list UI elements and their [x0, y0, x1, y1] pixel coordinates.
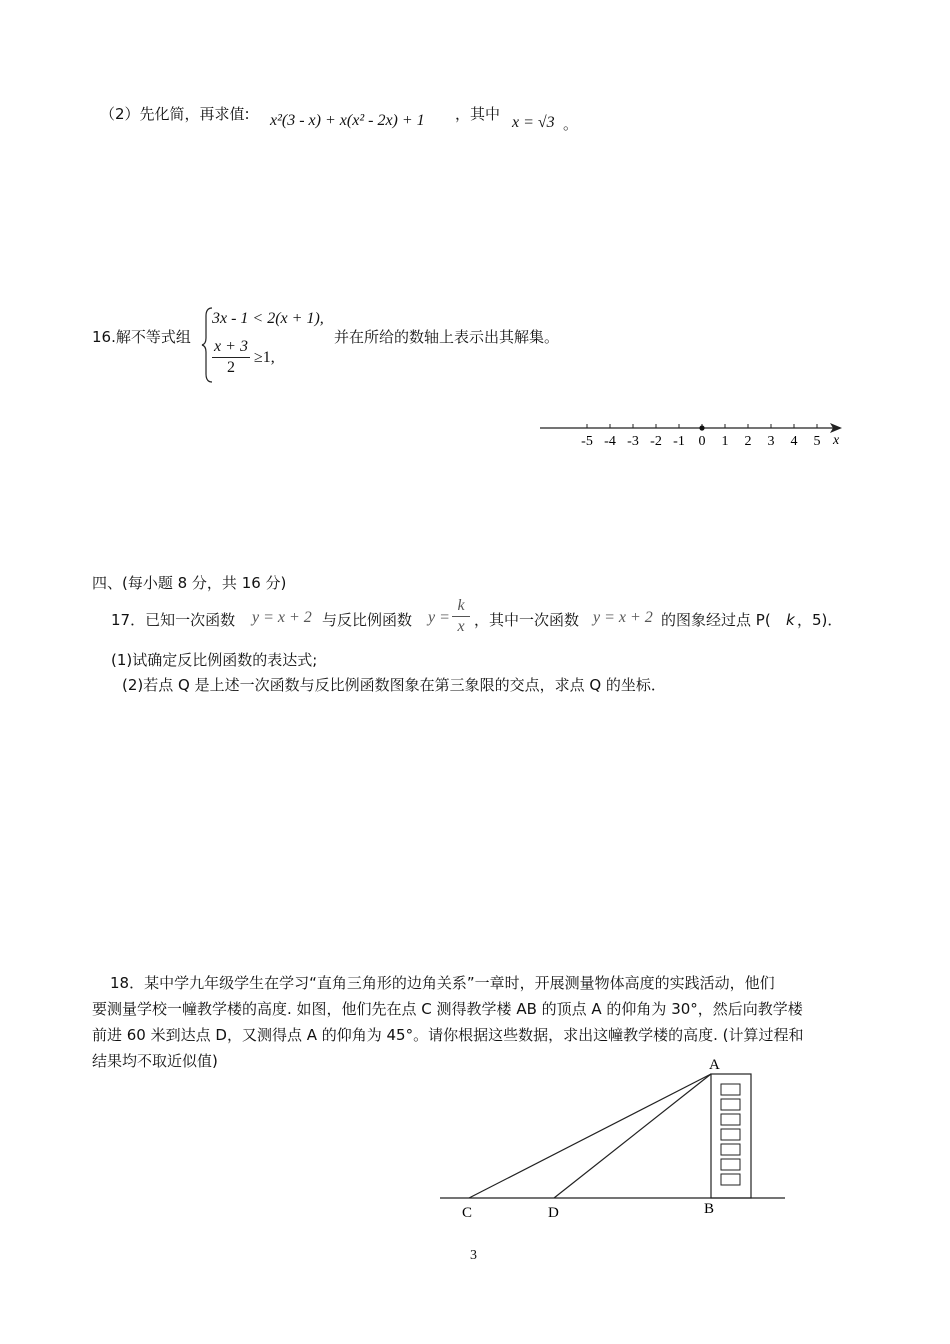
page-number: 3: [470, 1248, 477, 1263]
inequality-1: 3x - 1 < 2(x + 1),: [212, 310, 324, 327]
q17-text-3: ，其中一次函数: [474, 611, 580, 629]
fraction-bar: [212, 357, 250, 358]
q17-linear-function: y = x + 2: [252, 609, 312, 626]
inequality-2-numerator: x + 3: [214, 338, 248, 355]
point-C-label: C: [462, 1205, 473, 1221]
tick-label: -5: [581, 434, 593, 449]
q15-2-label: （2）先化简，再求值:: [100, 105, 250, 123]
building: [711, 1074, 751, 1198]
q17-text-2: 与反比例函数: [322, 611, 413, 629]
point-D-label: D: [548, 1205, 559, 1221]
q18-line-4: 结果均不取近似值): [92, 1052, 218, 1070]
line-CA: [469, 1074, 711, 1198]
q17-text-4: 的图象经过点 P(: [661, 611, 771, 629]
q18-line-2: 要测量学校一幢教学楼的高度. 如图，他们先在点 C 测得教学楼 AB 的顶点 A 的仰角为 30°，然后向教学楼: [92, 1000, 803, 1018]
q18-line-3: 前进 60 米到达点 D，又测得点 A 的仰角为 45°。请你根据这些数据，求出这幢教学楼的高度. (计算过程和: [92, 1026, 804, 1044]
inequality-2-denominator: 2: [227, 359, 235, 376]
point-A-label: A: [709, 1057, 720, 1073]
tick-label: 2: [744, 434, 752, 449]
tick-label: -3: [627, 434, 639, 449]
q17-text-5: ，5)．: [797, 611, 843, 629]
q16-suffix: 并在所给的数轴上表示出其解集。: [334, 328, 560, 346]
q18-line-1: 18．某中学九年级学生在学习“直角三角形的边角关系”一章时，开展测量物体高度的实践活动，他们: [110, 974, 775, 992]
tick-label: -1: [673, 434, 685, 449]
q17-subquestion-1: (1)试确定反比例函数的表达式;: [111, 651, 318, 669]
q17-inverse-fraction: [452, 597, 470, 636]
line-DA: [554, 1074, 711, 1198]
q17-linear-function-repeat: y = x + 2: [593, 609, 653, 626]
building-figure: [430, 1052, 800, 1224]
inequality-2-fraction: [212, 338, 250, 377]
tick-label: 0: [698, 434, 706, 449]
building-windows: [721, 1084, 740, 1185]
tick-label: -2: [650, 434, 662, 449]
q15-2-separator: ，其中: [455, 105, 501, 123]
q15-2-end: 。: [563, 115, 579, 133]
q15-2-condition: x = √3: [512, 114, 555, 131]
q15-2-expression: x²(3 - x) + x(x² - 2x) + 1: [270, 112, 425, 129]
q17-text-1: 17．已知一次函数: [111, 611, 236, 629]
tick-label: 5: [813, 434, 821, 449]
tick-label: -4: [604, 434, 616, 449]
axis-variable-label: x: [833, 433, 840, 448]
tick-label: 1: [721, 434, 729, 449]
q16-prefix: 16.解不等式组: [92, 328, 191, 346]
number-line: [530, 414, 850, 454]
q17-inverse-lhs: y =: [428, 609, 450, 626]
q17-subquestion-2: (2)若点 Q 是上述一次函数与反比例函数图象在第三象限的交点，求点 Q 的坐标．: [122, 676, 666, 694]
q17-inverse-denominator: x: [457, 618, 465, 635]
origin-dot: [699, 425, 704, 430]
tick-label: 4: [790, 434, 798, 449]
inequality-2-relation: ≥1,: [254, 349, 275, 366]
fraction-bar: [452, 616, 470, 617]
section-4-title: 四、(每小题 8 分，共 16 分): [92, 574, 287, 592]
point-B-label: B: [704, 1201, 715, 1217]
tick-label: 3: [767, 434, 775, 449]
q17-inverse-numerator: k: [457, 597, 465, 614]
q17-k: k: [786, 611, 795, 629]
